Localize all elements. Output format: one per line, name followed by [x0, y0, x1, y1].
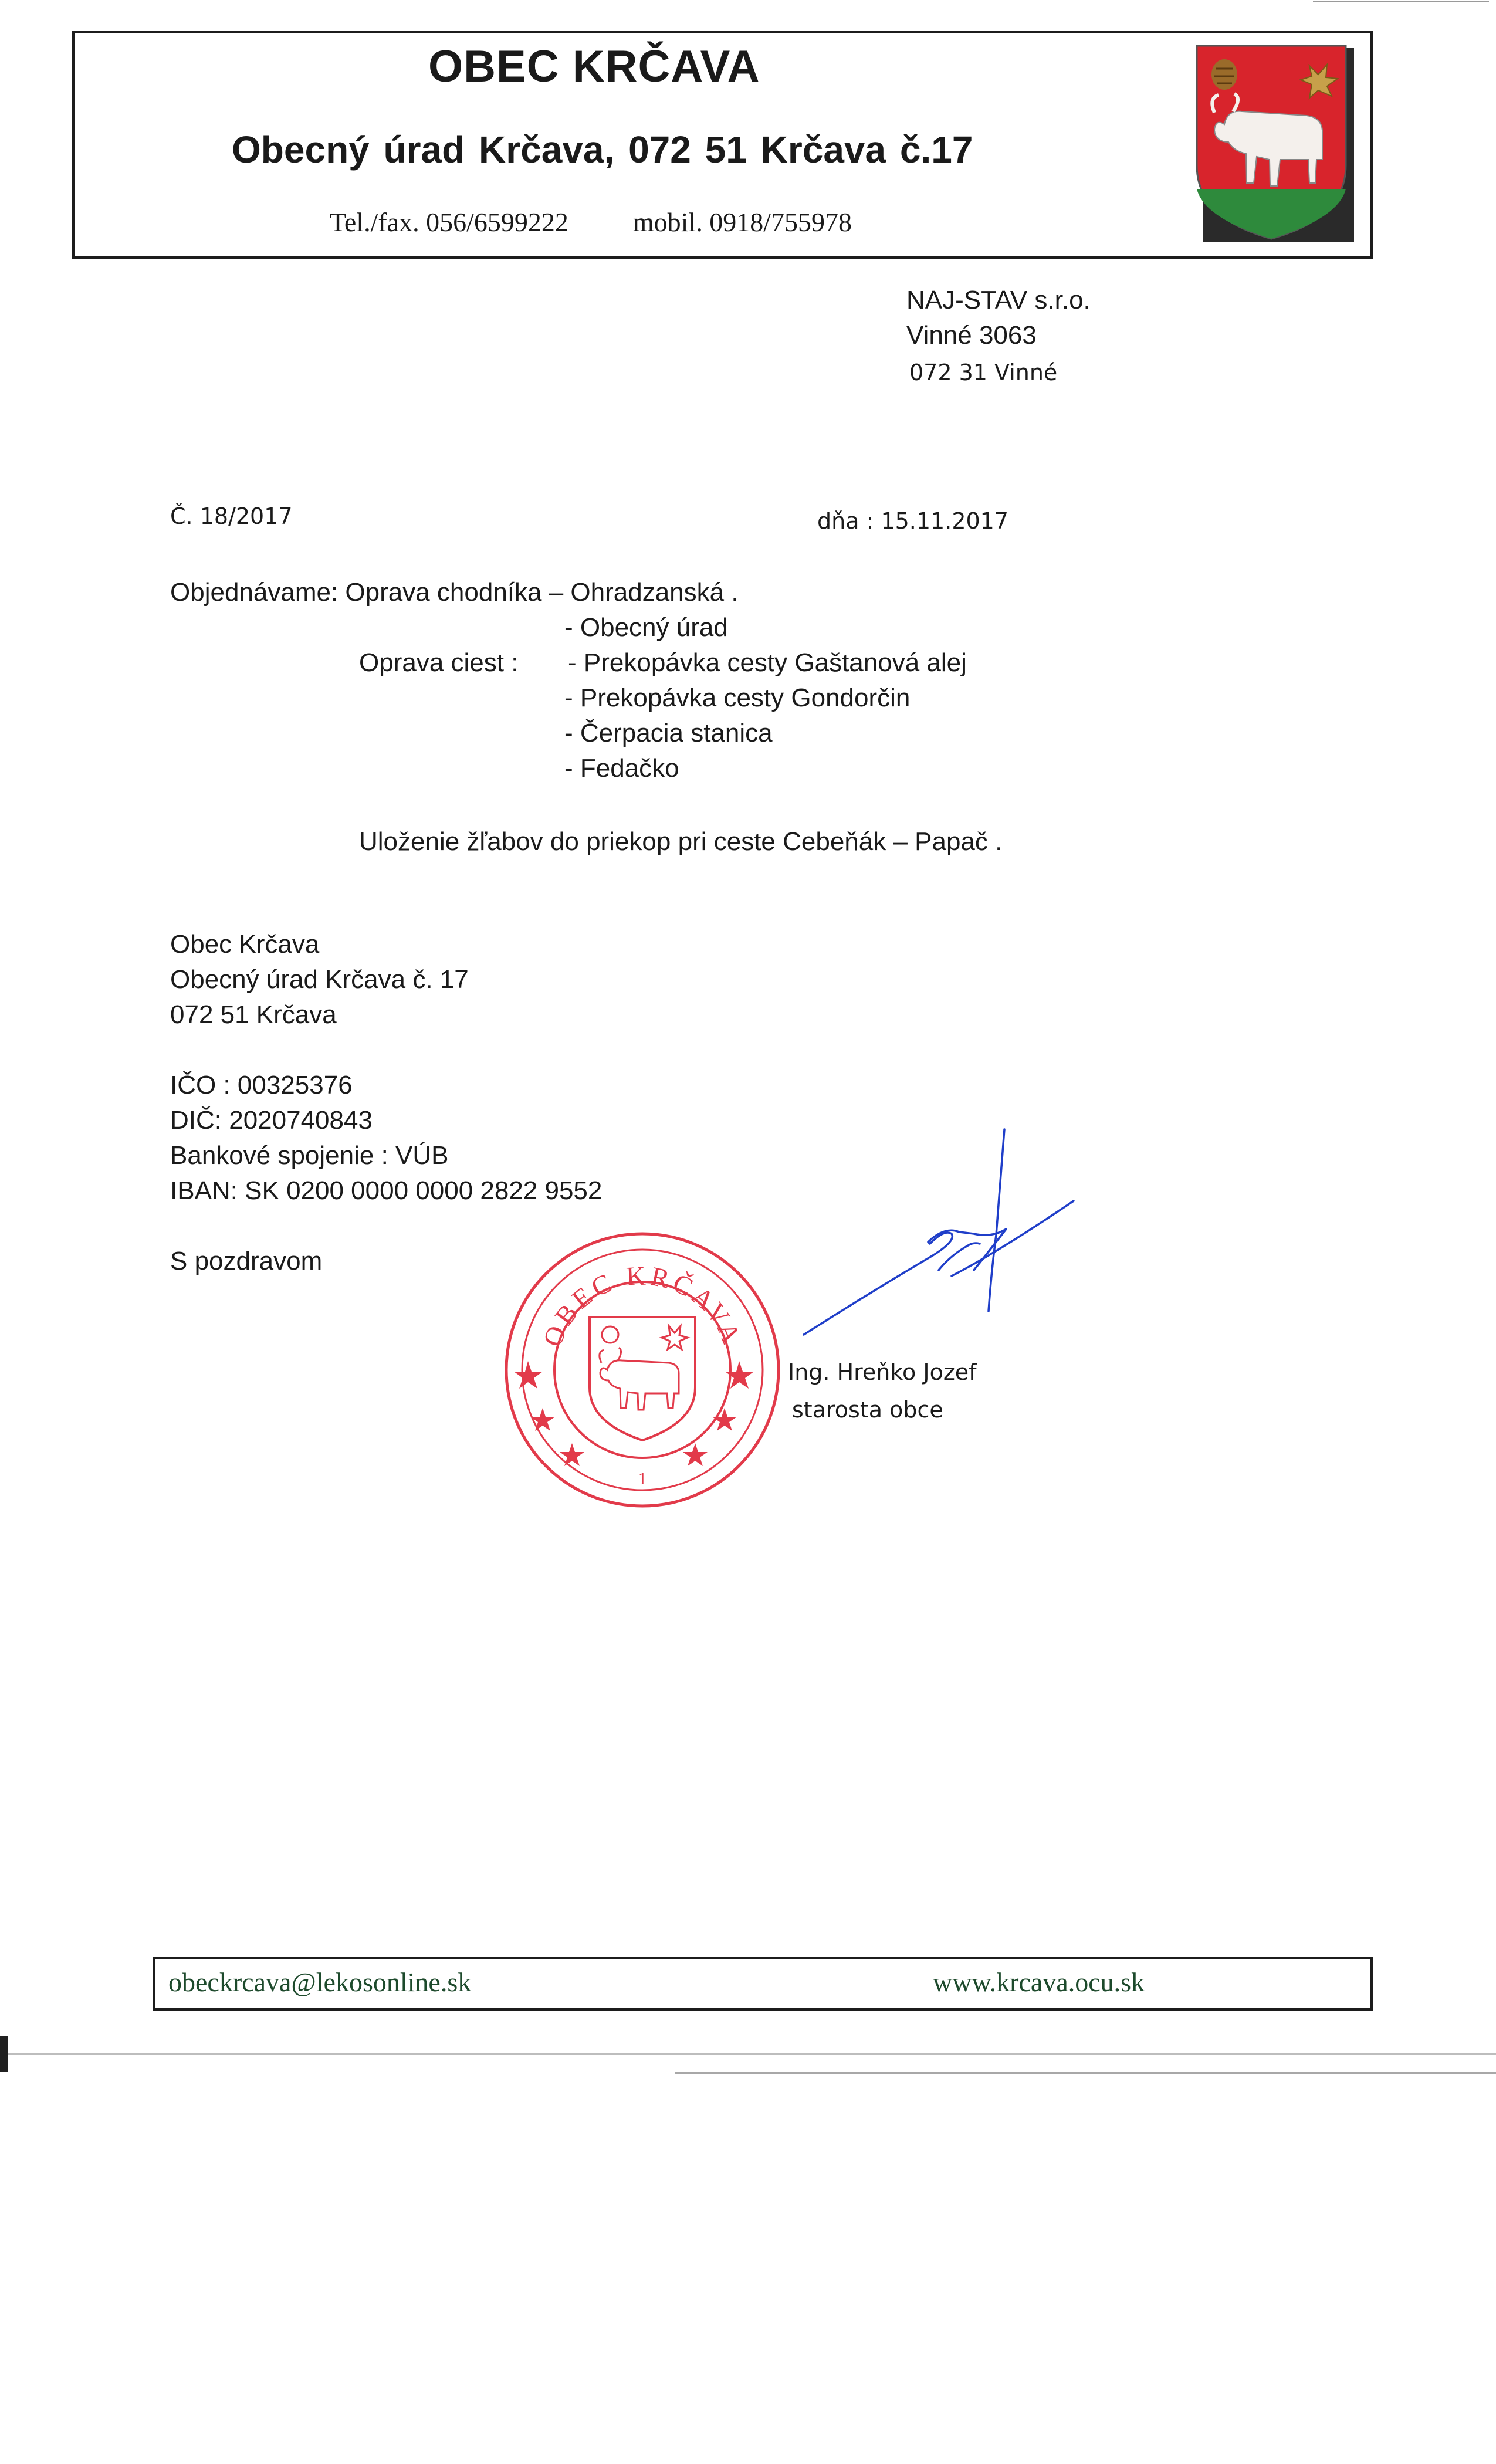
order-drains: Uloženie žľabov do priekop pri ceste Cebeňák – Papač . — [359, 827, 1003, 856]
sender-city: 072 51 Krčava — [170, 1000, 337, 1029]
letterhead-contact — [330, 207, 852, 238]
recipient-city: 072 31 Vinné — [909, 360, 1058, 385]
coat-of-arms-icon — [1192, 42, 1359, 245]
official-stamp-icon — [502, 1229, 783, 1511]
stamp-text: OBEC KRČAVA — [537, 1260, 748, 1351]
roads-label: Oprava ciest : — [359, 648, 519, 677]
order-item-office: - Obecný úrad — [564, 613, 728, 642]
footer-email: obeckrcava@lekosonline.sk — [168, 1967, 472, 1997]
order-item-fedacko: - Fedačko — [564, 754, 679, 783]
signatory-name: Ing. Hreňko Jozef — [788, 1359, 977, 1385]
letterhead-title: OBEC KRČAVA — [428, 42, 760, 92]
letter-date: dňa : 15.11.2017 — [817, 508, 1009, 534]
recipient-street: Vinné 3063 — [906, 321, 1037, 350]
sender-iban: IBAN: SK 0200 0000 0000 2822 9552 — [170, 1176, 603, 1205]
sender-office: Obecný úrad Krčava č. 17 — [170, 965, 469, 994]
signature — [798, 1118, 1103, 1341]
sender-name: Obec Krčava — [170, 930, 320, 959]
order-line: Objednávame: Oprava chodníka – Ohradzanská . — [170, 578, 739, 607]
order-item-pumping-station: - Čerpacia stanica — [564, 719, 773, 747]
scan-artifact-top — [1313, 1, 1489, 2]
footer-website: www.krcava.ocu.sk — [933, 1967, 1145, 1997]
order-item-gondorcin: - Prekopávka cesty Gondorčin — [564, 683, 911, 712]
scan-artifact-bottom-2 — [675, 2072, 1496, 2074]
letterhead-address: Obecný úrad Krčava, 072 51 Krčava č.17 — [232, 128, 973, 171]
sender-dic: DIČ: 2020740843 — [170, 1106, 373, 1135]
scan-artifact-bottom — [0, 2053, 1496, 2055]
reference-number: Č. 18/2017 — [170, 503, 293, 529]
signatory-title: starosta obce — [792, 1397, 943, 1423]
sender-ico: IČO : 00325376 — [170, 1071, 353, 1099]
scan-artifact-edge — [0, 2036, 8, 2072]
order-item-chestnut-alley: - Prekopávka cesty Gaštanová alej — [568, 648, 967, 677]
mobile-number: mobil. 0918/755978 — [632, 207, 852, 237]
sender-bank: Bankové spojenie : VÚB — [170, 1141, 449, 1170]
closing-greeting: S pozdravom — [170, 1247, 323, 1275]
recipient-company: NAJ-STAV s.r.o. — [906, 286, 1091, 314]
stamp-number: 1 — [638, 1469, 647, 1488]
phone-fax: Tel./fax. 056/6599222 — [330, 207, 568, 237]
